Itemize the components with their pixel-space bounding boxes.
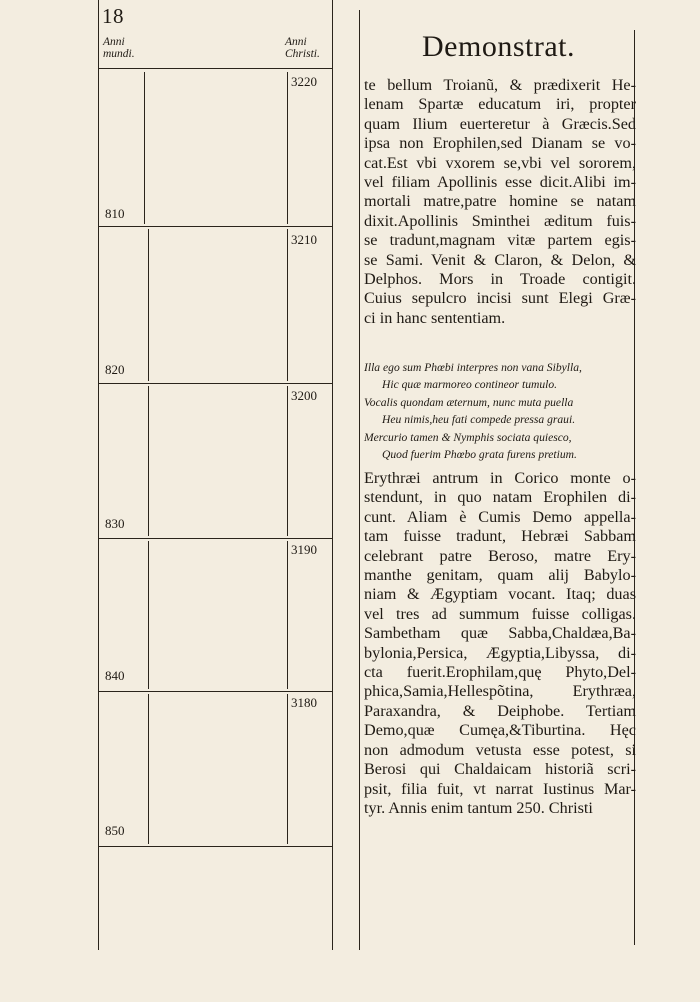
header-anni-mundi-line1: Anni: [103, 36, 125, 48]
anni-christi-value: 3180: [291, 695, 317, 710]
cell-divider: [148, 386, 149, 536]
text-line: niam & Ægyptiam vocant. Itaq; duas: [364, 585, 636, 604]
row-rule: [98, 538, 332, 539]
anni-christi-value: 3210: [291, 232, 317, 247]
elegiac-verse: [364, 359, 636, 463]
text-line: mortali matre,patre homine se natam: [364, 192, 636, 211]
header-anni-mundi: [103, 36, 163, 60]
text-line: lenam Spartæ educatum iri, propter: [364, 95, 636, 114]
text-line: bylonia,Persica, Ægyptia,Libyssa, di-: [364, 643, 636, 662]
table-right-border: [332, 0, 333, 950]
text-line: non admodum vetusta esse potest, si: [364, 740, 636, 759]
table-left-border: [98, 0, 99, 950]
paragraph-2: [364, 469, 636, 818]
text-line: psit, filia fuit, vt narrat Iustinus Mar-: [364, 779, 636, 798]
verse-line: Vocalis quondam æternum, nunc muta puella: [364, 395, 574, 409]
paragraph-1: [364, 76, 636, 328]
text-line: dixit.Apollinis Sminthei æditum fuis-: [364, 211, 636, 230]
text-line: vel tres ad summum fuisse colligas.: [364, 604, 636, 623]
anni-christi-value: 3190: [291, 542, 317, 557]
anni-christi-value: 3220: [291, 74, 317, 89]
text-line: Demo,quæ Cumęa,&Tiburtina. Hęc: [364, 721, 636, 740]
anni-mundi-value: 810: [105, 206, 125, 221]
verse-line: Mercurio tamen & Nymphis sociata quiesco,: [364, 430, 572, 444]
cell-divider: [287, 694, 288, 844]
anni-mundi-value: 850: [105, 823, 125, 838]
text-line: Erythræi antrum in Corico monte o-: [364, 469, 636, 487]
verse-line: Illa ego sum Phœbi interpres non vana Sibylla,: [364, 361, 582, 374]
text-line: manthe genitam, quam alij Babylo-: [364, 566, 636, 585]
cell-divider: [148, 541, 149, 689]
cell-divider: [148, 694, 149, 844]
text-line: ci in hanc sententiam.: [364, 308, 506, 327]
text-line: cta fuerit.Erophilam,quę Phyto,Del-: [364, 663, 636, 682]
text-line: se tradunt,magnam vitæ partem egis-: [364, 231, 636, 250]
text-line: vel filiam Apollinis esse dicit.Alibi im-: [364, 173, 636, 192]
text-line: phica,Samia,Hellespõtina, Erythræa,: [364, 682, 636, 701]
header-anni-christi-line1: Anni: [285, 36, 307, 48]
text-line: cunt. Aliam è Cumis Demo appella-: [364, 507, 636, 526]
header-anni-christi-line2: Christi.: [285, 48, 320, 60]
row-rule: [98, 383, 332, 384]
cell-divider: [144, 72, 145, 224]
anni-mundi-value: 840: [105, 668, 125, 683]
cell-divider: [287, 72, 288, 224]
text-line: se Sami. Venit & Claron, & Delon, &: [364, 250, 636, 269]
text-line: Berosi qui Chaldaicam historiã scri-: [364, 760, 636, 779]
text-line: Sambetham quæ Sabba,Chaldæa,Ba-: [364, 624, 636, 643]
text-line: Cuius sepulcro incisi sunt Elegi Græ-: [364, 289, 636, 308]
page-number: 18: [102, 4, 124, 28]
text-column-left-rule: [359, 10, 360, 950]
text-line: ipsa non Erophilen,sed Dianam se vo-: [364, 134, 636, 153]
table-header-rule: [98, 68, 332, 69]
anni-christi-value: 3200: [291, 388, 317, 403]
anni-mundi-value: 830: [105, 516, 125, 531]
column-title: Demonstrat.: [422, 30, 575, 63]
cell-divider: [287, 229, 288, 381]
row-rule: [98, 846, 332, 847]
verse-line: Quod fuerim Phœbo grata furens pretium.: [382, 448, 577, 462]
row-rule: [98, 691, 332, 692]
text-line: quam Ilium euerteretur à Græcis.Sed: [364, 114, 636, 133]
text-line: Delphos. Mors in Troade contigit.: [364, 270, 636, 289]
header-anni-christi: [285, 36, 345, 60]
text-line: stendunt, in quo natam Erophilen di-: [364, 488, 636, 507]
text-line: celebrant patre Beroso, matre Ery-: [364, 546, 636, 565]
cell-divider: [287, 541, 288, 689]
row-rule: [98, 226, 332, 227]
verse-line: Heu nimis,heu fati compede pressa graui.: [382, 413, 576, 427]
text-line: tam fuisse tradunt, Hebræi Sabbam: [364, 527, 636, 546]
text-line: Paraxandra, & Deiphobe. Tertiam: [364, 701, 636, 720]
cell-divider: [287, 386, 288, 536]
text-line: cat.Est vbi vxorem se,vbi vel sororem,: [364, 153, 636, 172]
cell-divider: [148, 229, 149, 381]
verse-line: Hic quæ marmoreo contineor tumulo.: [382, 378, 558, 392]
text-line: te bellum Troianũ, & prædixerit He-: [364, 76, 636, 94]
anni-mundi-value: 820: [105, 362, 125, 377]
header-anni-mundi-line2: mundi.: [103, 48, 135, 60]
text-line: tyr. Annis enim tantum 250. Christi: [364, 798, 593, 817]
